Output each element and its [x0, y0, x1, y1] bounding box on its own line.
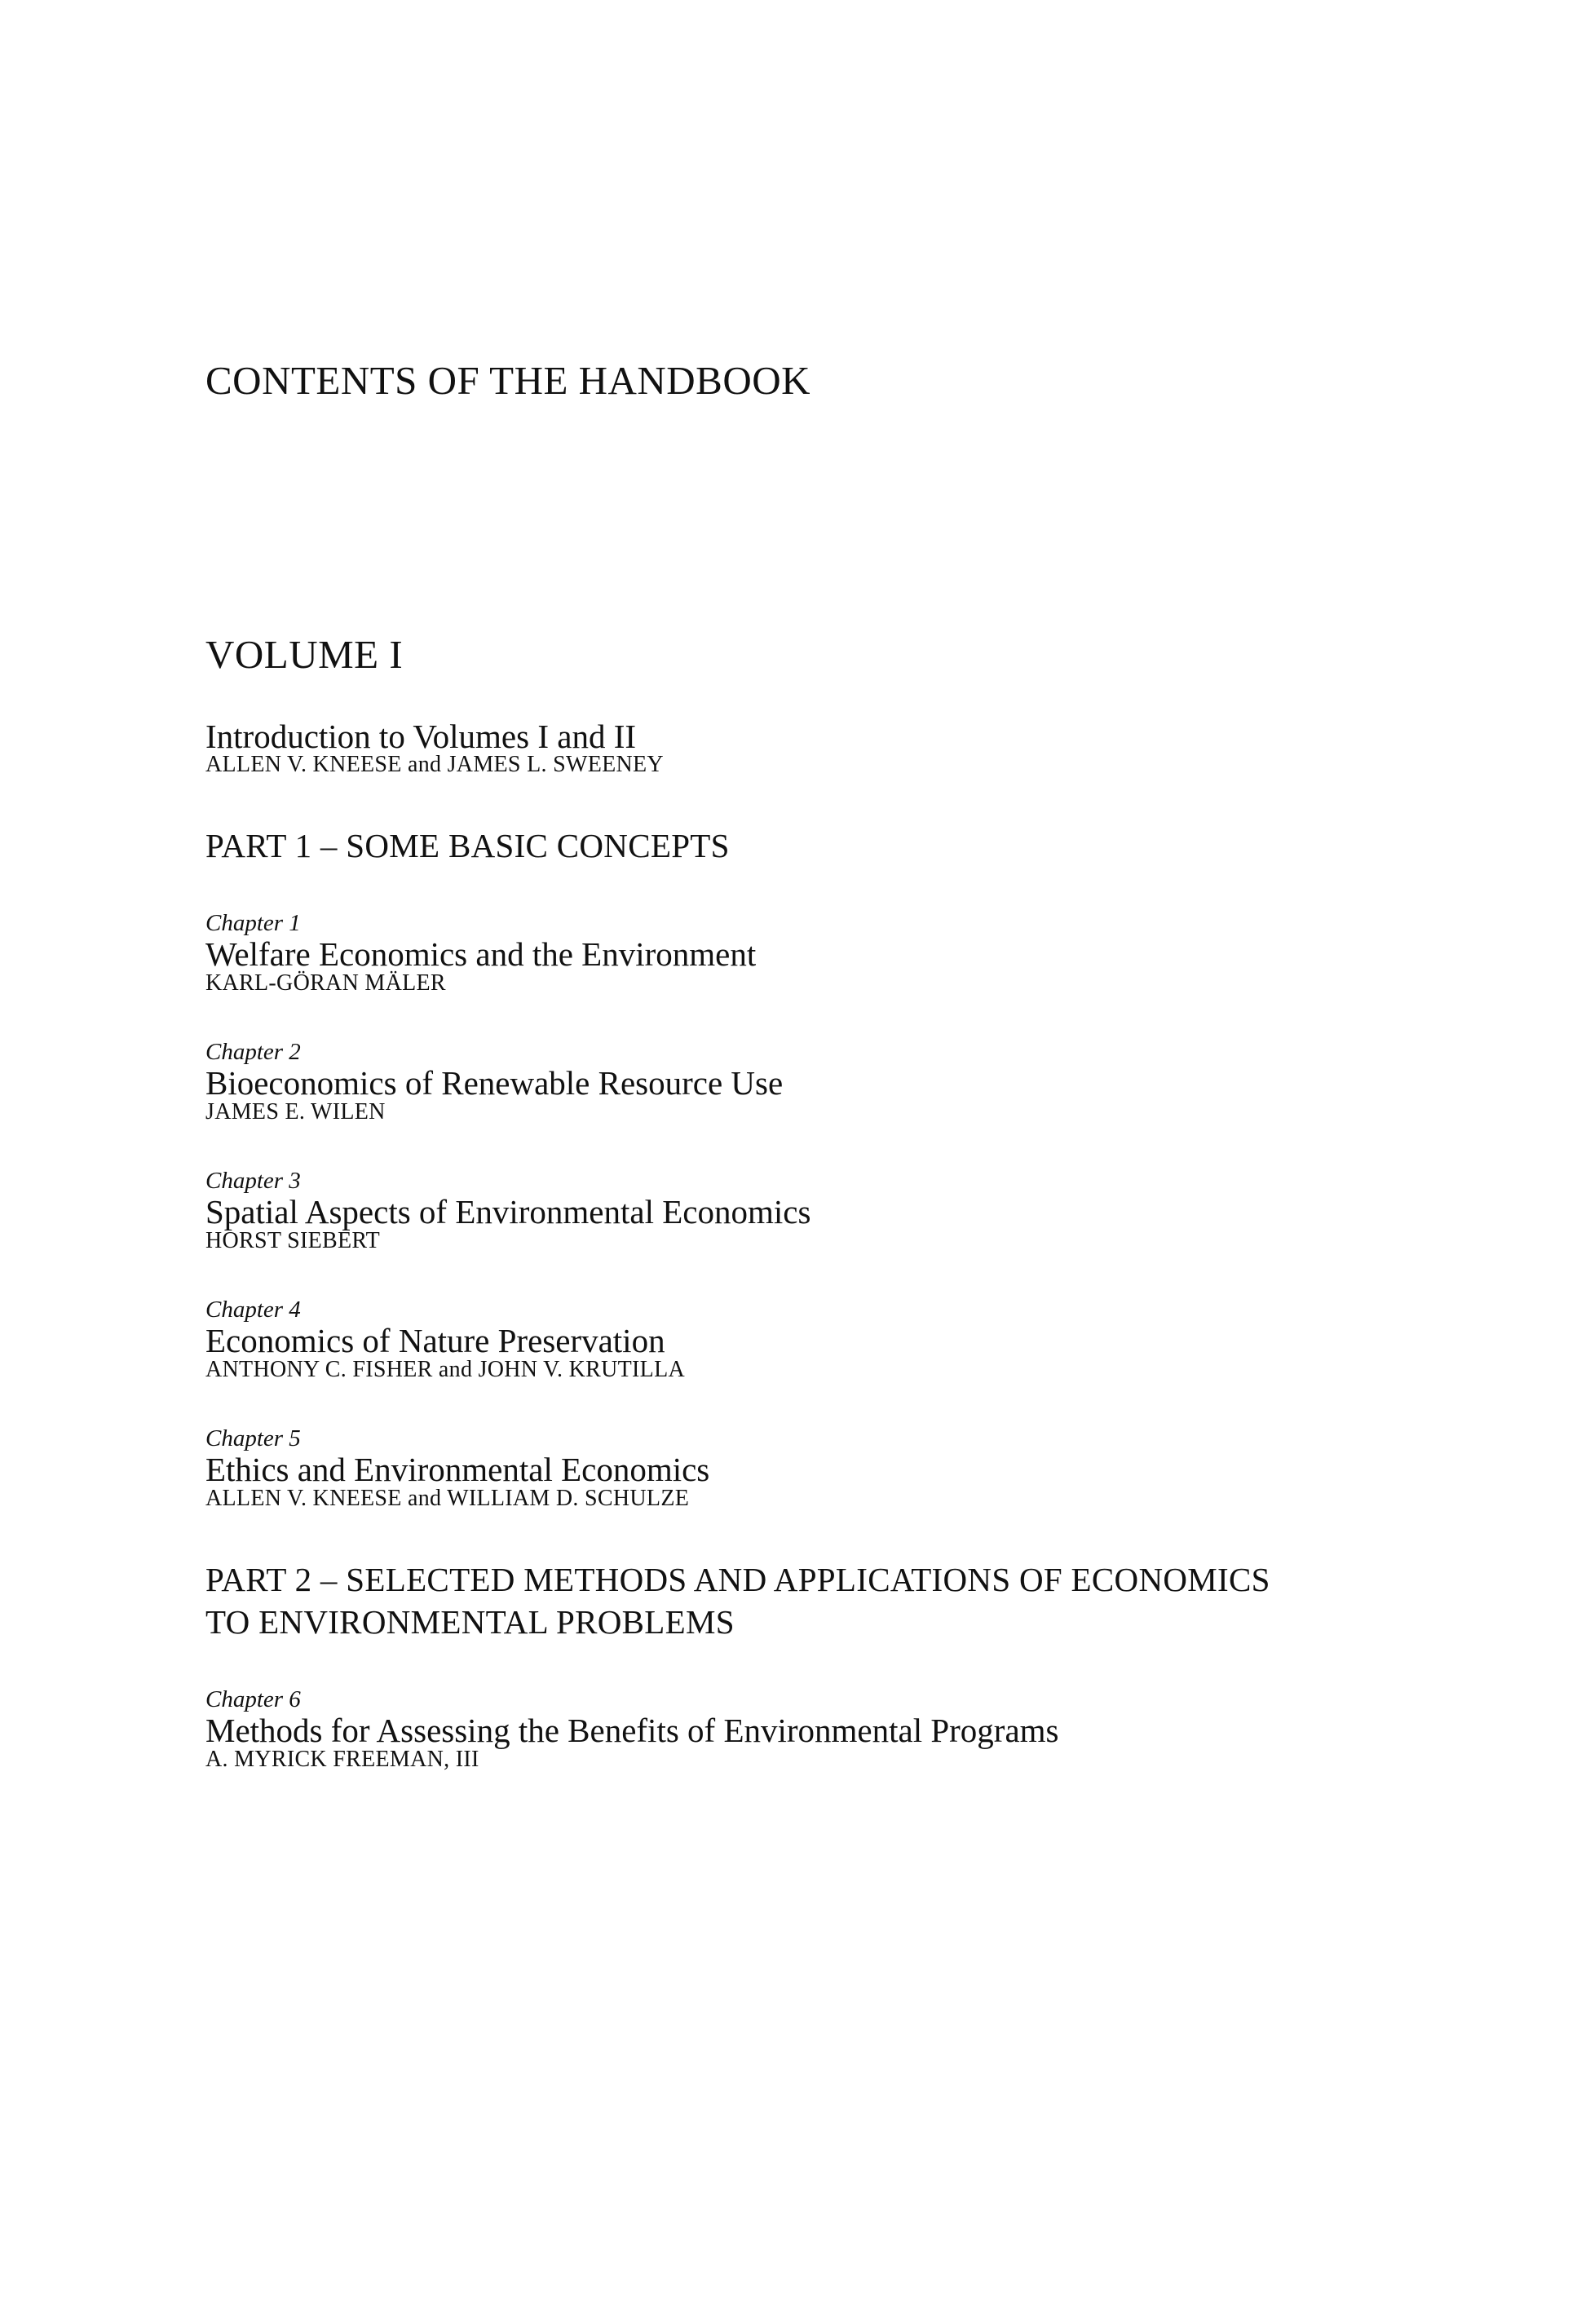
contents-list	[205, 720, 1429, 1772]
part-2-heading	[205, 1558, 1429, 1643]
chapter-authors: A. MYRICK FREEMAN, III	[205, 1747, 479, 1772]
chapter-label: Chapter 1	[205, 910, 301, 936]
introduction-authors: ALLEN V. KNEESE and JAMES L. SWEENEY	[205, 752, 664, 777]
chapter-2-entry	[205, 1038, 1429, 1124]
chapter-title: Welfare Economics and the Environment	[205, 935, 757, 973]
chapter-title: Bioeconomics of Renewable Resource Use	[205, 1064, 784, 1102]
chapter-3-entry	[205, 1167, 1429, 1253]
contents-page	[205, 0, 1429, 2324]
chapter-title: Economics of Nature Preservation	[205, 1322, 665, 1359]
chapter-4-entry	[205, 1296, 1429, 1382]
chapter-authors: HORST SIEBERT	[205, 1228, 381, 1253]
chapter-label: Chapter 4	[205, 1297, 301, 1323]
part-1-heading-line: PART 1 – SOME BASIC CONCEPTS	[205, 827, 730, 864]
chapter-5-entry	[205, 1425, 1429, 1511]
introduction-entry	[205, 720, 1429, 777]
chapter-title: Ethics and Environmental Economics	[205, 1451, 710, 1488]
part-2-heading-line: PART 2 – SELECTED METHODS AND APPLICATIONS OF ECONOMICS	[205, 1561, 1270, 1598]
part-2-heading-line: TO ENVIRONMENTAL PROBLEMS	[205, 1603, 735, 1641]
introduction-title: Introduction to Volumes I and II	[205, 718, 636, 755]
chapter-authors: KARL-GÖRAN MÄLER	[205, 970, 446, 996]
chapter-title: Spatial Aspects of Environmental Economics	[205, 1193, 811, 1230]
chapter-authors: JAMES E. WILEN	[205, 1099, 386, 1124]
handbook-title: CONTENTS OF THE HANDBOOK	[205, 358, 811, 403]
chapter-1-entry	[205, 909, 1429, 996]
chapter-label: Chapter 2	[205, 1039, 301, 1065]
chapter-authors: ALLEN V. KNEESE and WILLIAM D. SCHULZE	[205, 1486, 690, 1511]
chapter-label: Chapter 3	[205, 1168, 301, 1194]
part-1-heading	[205, 824, 1429, 867]
chapter-6-entry	[205, 1686, 1429, 1772]
chapter-label: Chapter 5	[205, 1425, 301, 1451]
volume-title: VOLUME I	[205, 632, 404, 677]
chapter-label: Chapter 6	[205, 1686, 301, 1712]
chapter-title: Methods for Assessing the Benefits of Environmental Programs	[205, 1712, 1059, 1749]
chapter-authors: ANTHONY C. FISHER and JOHN V. KRUTILLA	[205, 1357, 685, 1382]
